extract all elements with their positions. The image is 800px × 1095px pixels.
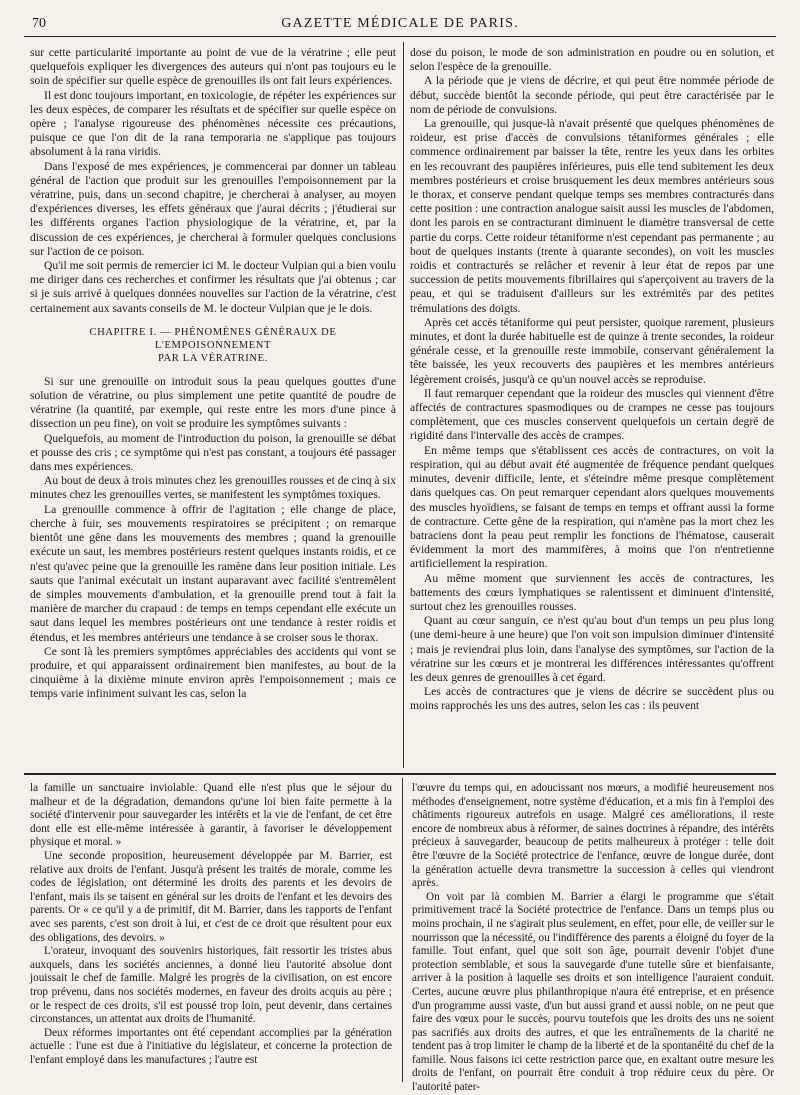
paragraph: L'orateur, invoquant des souvenirs historiques, fait ressortir les tristes abus auxquels, dans les sociétés anciennes, a donné lieu l'autorité absolue dont jouissait le chef de famille. Malgré les progrès de la civilisation, on est encore trop prévenu, dans nos sociétés modernes, en faveur des droits acquis au père ; or le respect de ces droits, s'il est poussé trop loin, peut devenir, dans certaines circonstances, un attentat aux droits de l'humanité. (30, 945, 392, 1026)
upper-left-column (30, 46, 396, 766)
paragraph: Il faut remarquer cependant que la roideur des muscles qui viennent d'être affectés de contractures spasmodiques ou de crampes ne cesse pas toujours complètement, que ces muscles conservent quelquefois un certain degré de rigidité dans l'intervalle des accès de crampes. (410, 386, 774, 443)
lower-right-column (412, 782, 774, 1094)
paragraph: Une seconde proposition, heureusement développée par M. Barrier, est relative aux droits de l'enfant. Jusqu'à présent les traités de morale, comme les codes de législation, ont déterminé les droits des parents et les devoirs de l'enfant, mais ils se taisent en général sur les droits de l'enfant et les devoirs des parents. Or « ce qu'il y a de primitif, dit M. Barrier, dans les rapports de l'enfant avec ses parents, c'est son droit à lui, et c'est de ce droit que résultent pour eux des obligations, des devoirs. » (30, 849, 392, 944)
chapter-heading-line: CHAPITRE I. — PHÉNOMÈNES GÉNÉRAUX DE L'EMPOISONNEMENT (89, 326, 337, 351)
chapter-heading (30, 326, 396, 365)
paragraph: La grenouille commence à offrir de l'agitation ; elle change de place, cherche à fuir, ses mouvements respiratoires se précipitent ; on remarque bientôt une gêne dans les mouvements des membres ; quand la grenouille exécute un saut, les membres postérieurs restent quelques instants roidis, et ce n'est qu'avec peine que la grenouille les ramène dans leur position initiale. Les sauts que l'animal exécutait un instant auparavant avec facilité s'entremêlent de simples mouvements d'ambulation, et la grenouille prend tout à fait la manière de marcher du crapaud : de temps en temps cependant elle exécute un saut dans lequel les membres postérieurs ont une tendance à rester roidis et étendus, et les membres antérieurs une tendance à se croiser sous le thorax. (30, 502, 396, 644)
paragraph: Après cet accès tétaniforme qui peut persister, quoique rarement, plusieurs minutes, et dont la durée habituelle est de quinze à trente secondes, la roideur générale cesse, et la grenouille reste immobile, conservant généralement la tête baissée, les yeux recouverts des paupières et les membres antérieurs légèrement croisés, jusqu'à ce qu'un nouvel accès se reproduise. (410, 315, 774, 386)
paragraph: dose du poison, le mode de son administration en poudre ou en solution, et selon l'espèce de la grenouille. (410, 46, 774, 74)
page-number: 70 (32, 16, 46, 31)
paragraph: Quelquefois, au moment de l'introduction du poison, la grenouille se débat et pousse des cris ; ce symptôme qui n'est pas constant, a toujours été passager dans mes expériences. (30, 431, 396, 474)
paragraph: Dans l'exposé de mes expériences, je commencerai par donner un tableau général de l'action que produit sur les grenouilles l'empoisonnement par la vératrine, puis, dans un second chapitre, je chercherai à analyser, au moyen d'expériences diverses, les effets généraux que j'aurai décrits ; j'étudierai sur les différents organes l'action physiologique de la vératrine, et, par la discussion de ces expériences, je chercherai à formuler quelques conclusions sur l'action de ce poison. (30, 159, 396, 258)
column-divider (402, 778, 403, 1082)
journal-title: GAZETTE MÉDICALE DE PARIS. (281, 16, 519, 31)
chapter-heading-line: PAR LA VÉRATRINE. (158, 352, 268, 364)
paragraph: Au même moment que surviennent les accès de contractures, les battements des cœurs lymphatiques se ralentissent et diminuent d'intensité, surtout chez les grenouilles rousses. (410, 571, 774, 613)
paragraph: On voit par là combien M. Barrier a élargi le programme que s'était primitivement tracé la Société protectrice de l'enfance. Dans un temps plus ou moins prochain, il ne s'agirait plus seulement, en effet, pour elle, de veiller sur le nourrisson que la nécessité, ou l'indifférence des parents a éloigné du foyer de la famille. Tout enfant, quel que soit son âge, pourrait devenir l'objet d'une protection semblable, et sous la sauvegarde d'une tutelle sûre et bienfaisante, arriver à la position à laquelle ses droits et son intelligence l'auraient conduit. Certes, aucune œuvre plus philanthropique n'aura été entreprise, et en présence d'un programme aussi vaste, d'un but aussi grand et aussi noble, on ne peut que faire des vœux pour le succès, pourvu toutefois que les droits des uns ne soient pas sacrifiés aux droits des autres, et que les entraînements de la charité ne tendent pas à trop limiter le champ de la liberté et de la spontanéité du chef de la famille. Nous faisons ici cette restriction parce que, en exaltant outre mesure les droits de l'enfant, on pourrait être conduit à trop réduire ceux du père. Or l'autorité pater- (412, 890, 774, 1094)
paragraph: Quant au cœur sanguin, ce n'est qu'au bout d'un temps un peu plus long (une demi-heure à une heure) que l'on voit son impulsion diminuer d'intensité ; mais je reviendrai plus loin, dans l'analyse des symptômes, sur l'action de la vératrine sur les cœurs et je montrerai les différences intéressantes qu'offrent les deux genres de grenouilles à cet égard. (410, 614, 774, 684)
upper-right-column (410, 46, 774, 766)
paragraph: l'œuvre du temps qui, en adoucissant nos mœurs, a modifié heureusement nos méthodes d'enseignement, notre système d'éducation, et a mis fin à l'emploi des châtiments rigoureux autrefois en usage. Malgré ces améliorations, il reste encore de nombreux abus à réformer, de saines doctrines à répandre, des intérêts précieux à sauvegarder, beaucoup de petits malheureux à protéger : telle doit être l'œuvre de la Société protectrice de l'enfance, œuvre de longue durée, dont la génération actuelle devra transmettre la succession à celles qui viendront après. (412, 782, 774, 890)
paragraph: la famille un sanctuaire inviolable. Quand elle n'est plus que le séjour du malheur et de la dégradation, demandons qu'une loi bien faite permette à la société d'intervenir pour sauvegarder les intérêts et la vie de l'enfant, de cet être dont elle est elle-même intéressée à garantir, à favoriser le développement physique et moral. » (30, 782, 392, 849)
column-divider (403, 42, 404, 768)
paragraph: Si sur une grenouille on introduit sous la peau quelques gouttes d'une solution de vératrine, ou plus simplement une petite quantité de poudre de vératrine (la quantité, par exemple, qui reste entre les mors d'une pince à dissection un peu fine), on voit se produire les symptômes suivants : (30, 374, 396, 431)
paragraph: Au bout de deux à trois minutes chez les grenouilles rousses et de cinq à six minutes chez les grenouilles vertes, se manifestent les symptômes toxiques. (30, 474, 396, 502)
paragraph: En même temps que s'établissent ces accès de contractures, on voit la respiration, qui au début avait été augmentée de fréquence pendant quelques minutes, devenir difficile, lente, et s'éteindre même presque complètement dans quelques cas. On peut remarquer cependant alors quelques mouvements des muscles hyoïdiens, se faisant de temps en temps et offrant aussi la forme de contracture. Cette gêne de la respiration, qui n'amène pas la mort chez les batraciens dont la peau peut remplir les fonctions de l'hématose, causerait évidemment la mort des mammifères, à moins que l'on n'entretienne artificiellement la respiration. (410, 443, 774, 571)
paragraph: sur cette particularité importante au point de vue de la vératrine ; elle peut quelquefois expliquer les divergences des auteurs qui n'ont pas toujours eu le soin de spécifier sur quelle espèce de grenouilles ils ont fait leurs expériences. (30, 46, 396, 88)
paragraph: Les accès de contractures que je viens de décrire se succèdent plus ou moins rapprochés les uns des autres, selon les cas : ils peuvent (410, 685, 774, 713)
paragraph: Il est donc toujours important, en toxicologie, de répéter les expériences sur les deux espèces, de comparer les résultats et de spécifier sur quelle espèce on opère ; l'analyse rigoureuse des phénomènes nécessite ces précautions, puisque ce que l'on dit de la rana temporaria ne s'applique pas toujours absolument à la rana viridis. (30, 88, 396, 159)
paragraph: Ce sont là les premiers symptômes appréciables des accidents qui vont se produire, et qui apparaissent ordinairement bien manifestes, au bout de la cinquième à la dixième minute environ après l'empoisonnement ; mais ce temps varie infiniment suivant les cas, selon la (30, 644, 396, 701)
paragraph: Deux réformes importantes ont été cependant accomplies par la génération actuelle : l'une est due à l'initiative du législateur, et concerne la protection de l'enfant employé dans les manufactures ; l'autre est (30, 1026, 392, 1066)
paragraph: A la période que je viens de décrire, et qui peut être nommée période de début, succède bientôt la seconde période, qui peut être caractérisée par le nom de période de convulsions. (410, 74, 774, 116)
page-header (24, 14, 776, 37)
lower-left-column (30, 782, 392, 1082)
paragraph: La grenouille, qui jusque-là n'avait présenté que quelques phénomènes de roideur, est prise d'accès de convulsions tétaniformes générales ; elle commence ordinairement par baisser la tête, rentre les yeux dans les orbites en les recouvrant des paupières inférieures, puis elle tend subitement les deux membres postérieurs et croise brusquement les deux membres antérieurs sous le thorax, et conserve pendant quelque temps ses membres contracturés dans cette position : une contraction analogue saisit aussi les muscles de l'abdomen, dont les parois en se contracturant diminuent le diamètre transversal de cette partie du corps. Cette roideur tétaniforme n'est cependant pas permanente ; au bout de quelques instants (trente à quarante secondes), on voit les muscles roidis et contracturés se relâcher et revenir à leur état de repos par une succession de petits mouvements fibrillaires qui s'aperçoivent au travers de la peau, et qui se traduisent d'ailleurs sur les extrémités par des petites trémulations des doigts. (410, 117, 774, 315)
paragraph: Qu'il me soit permis de remercier ici M. le docteur Vulpian qui a bien voulu me diriger dans ces recherches et confirmer les résultats que j'ai obtenus ; car si je suis arrivé à quelques données nouvelles sur l'action de la vératrine, c'est certainement aux savants conseils de M. le docteur Vulpian que je le dois. (30, 259, 396, 315)
section-divider (24, 773, 776, 775)
